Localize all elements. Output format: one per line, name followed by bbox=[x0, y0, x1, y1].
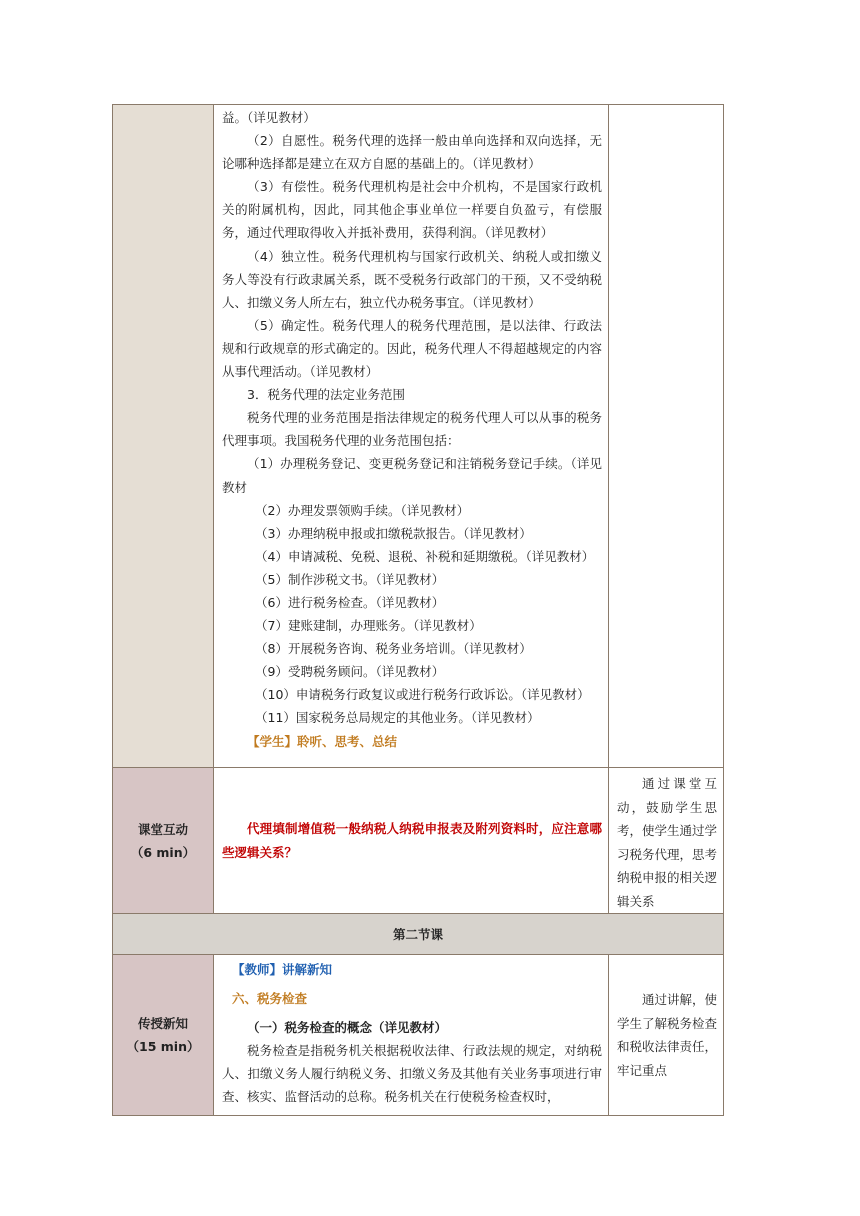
row-label-cell bbox=[113, 955, 214, 1116]
section-heading: 六、税务检查 bbox=[232, 991, 308, 1007]
question-cell bbox=[214, 768, 609, 914]
lesson-plan-table bbox=[112, 104, 724, 1116]
text-paragraph: （2）自愿性。税务代理的选择一般由单向选择和双向选择，无论哪种选择都是建立在双方自愿的基础上的。（详见教材） bbox=[222, 133, 602, 172]
student-note: 【学生】聆听、思考、总结 bbox=[247, 733, 398, 749]
table-row-new-knowledge bbox=[113, 955, 724, 1116]
subsection-heading: （一）税务检查的概念（详见教材） bbox=[247, 1020, 448, 1036]
row-label: 课堂互动 bbox=[137, 821, 188, 837]
list-item: （3）办理纳税申报或扣缴税款报告。（详见教材） bbox=[255, 525, 532, 541]
section-header-row bbox=[113, 914, 724, 955]
list-item: （4）申请减税、免税、退税、补税和延期缴税。（详见教材） bbox=[255, 548, 595, 564]
table-row-continued-content bbox=[113, 105, 724, 768]
text-paragraph: 税务代理的业务范围是指法律规定的税务代理人可以从事的税务代理事项。我国税务代理的业务范围包括： bbox=[222, 410, 602, 449]
teaching-note: 通过课堂互动，鼓励学生思考，使学生通过学习税务代理，思考纳税申报的相关逻辑关系 bbox=[617, 776, 718, 909]
text-line: 益。（详见教材） bbox=[222, 110, 316, 125]
content-cell bbox=[214, 105, 609, 768]
text-paragraph: （4）独立性。税务代理机构与国家行政机关、纳税人或扣缴义务人等没有行政隶属关系，既不受税务行政部门的干预，又不受纳税人、扣缴义务人所左右，独立代办税务事宜。（详见教材） bbox=[222, 248, 602, 310]
discussion-question: 代理填制增值税一般纳税人纳税申报表及附列资料时，应注意哪些逻辑关系？ bbox=[222, 821, 602, 860]
text-paragraph: 税务检查是指税务机关根据税收法律、行政法规的规定，对纳税人、扣缴义务人履行纳税义务、扣缴义务及其他有关业务事项进行审查、核实、监督活动的总称。税务机关在行使税务检查权时， bbox=[222, 1043, 602, 1105]
note-cell-empty bbox=[609, 105, 724, 768]
text-paragraph: （5）确定性。税务代理人的税务代理范围，是以法律、行政法规和行政规章的形式确定的。因此，税务代理人不得超越规定的内容从事代理活动。（详见教材） bbox=[222, 317, 602, 380]
teaching-note: 通过讲解，使学生了解税务检查和税收法律责任，牢记重点 bbox=[617, 992, 718, 1078]
list-item: （9）受聘税务顾问。（详见教材） bbox=[255, 664, 445, 680]
row-label-cell bbox=[113, 768, 214, 914]
row-label: 传授新知 bbox=[137, 1016, 188, 1031]
list-item: （6）进行税务检查。（详见教材） bbox=[255, 594, 445, 610]
subheading: 3．税务代理的法定业务范围 bbox=[247, 387, 405, 403]
row-duration: （15 min） bbox=[126, 1039, 200, 1054]
text-paragraph: （3）有偿性。税务代理机构是社会中介机构，不是国家行政机关的附属机构，因此，同其他企事业单位一样要自负盈亏，有偿服务，通过代理取得收入并抵补费用，获得利润。（详见教材） bbox=[222, 179, 602, 241]
list-item: （2）办理发票领购手续。（详见教材） bbox=[255, 502, 470, 518]
section-title: 第二节课 bbox=[113, 914, 724, 955]
content-cell bbox=[214, 955, 609, 1116]
list-item: （10）申请税务行政复议或进行税务行政诉讼。（详见教材） bbox=[255, 687, 590, 703]
list-item: （11）国家税务总局规定的其他业务。（详见教材） bbox=[255, 710, 540, 726]
note-cell bbox=[609, 768, 724, 914]
table-row-class-interaction bbox=[113, 768, 724, 914]
list-item: （7）建账建制，办理账务。（详见教材） bbox=[255, 618, 482, 634]
row-duration: （6 min） bbox=[130, 844, 196, 860]
list-item: （8）开展税务咨询、税务业务培训。（详见教材） bbox=[255, 641, 532, 657]
row-label-empty bbox=[113, 105, 214, 768]
teacher-note: 【教师】讲解新知 bbox=[232, 962, 333, 977]
list-item: （1）办理税务登记、变更税务登记和注销税务登记手续。（详见教材 bbox=[222, 456, 602, 495]
list-item: （5）制作涉税文书。（详见教材） bbox=[255, 571, 445, 587]
note-cell bbox=[609, 955, 724, 1116]
